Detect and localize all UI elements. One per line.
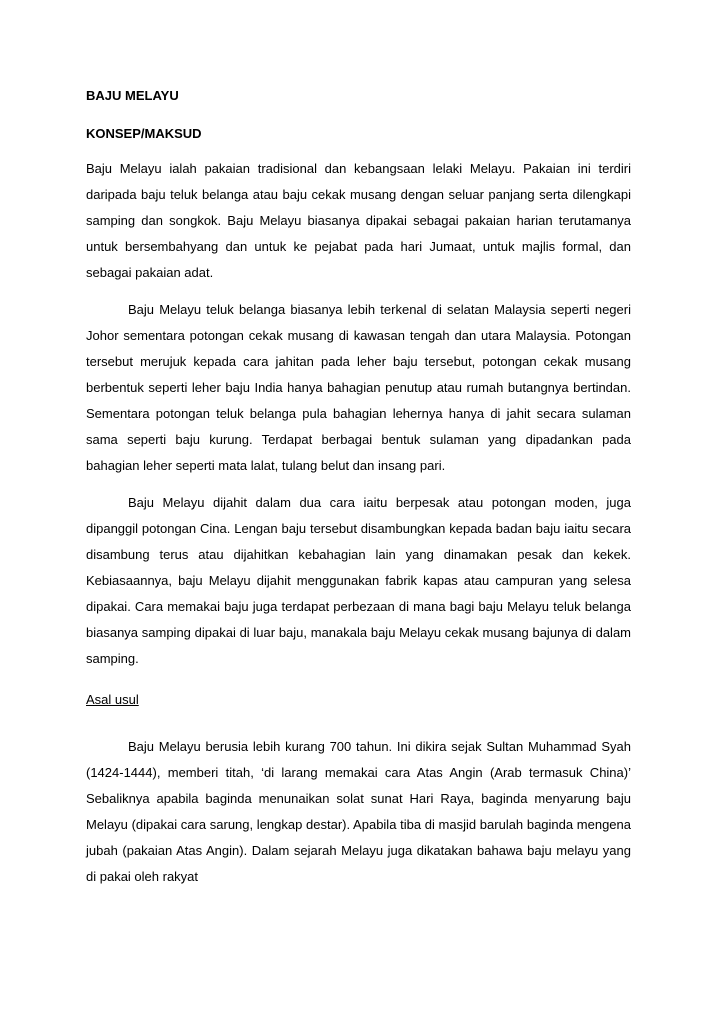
paragraph-concept-1: Baju Melayu ialah pakaian tradisional dan kebangsaan lelaki Melayu. Pakaian ini terdiri daripada baju teluk belanga atau baju cekak musang dengan seluar panjang serta dilengkapi samping dan songkok. Baju Melayu biasanya dipakai sebagai pakaian harian terutamanya untuk bersembahyang dan untuk ke pejabat pada hari Jumaat, untuk majlis formal, dan sebagai pakaian adat. [86,161,631,280]
section-heading-asal-usul: Asal usul [86,692,139,707]
paragraph-asal-usul: Baju Melayu berusia lebih kurang 700 tahun. Ini dikira sejak Sultan Muhammad Syah (1424-1444), memberi titah, ‘di larang memakai cara Atas Angin (Arab termasuk China)’ Sebaliknya apabila baginda menunaikan solat sunat Hari Raya, baginda menyarung baju Melayu (dipakai cara sarung, lengkap destar). Apabila tiba di masjid barulah baginda mengena jubah (pakaian Atas Angin). Dalam sejarah Melayu juga dikatakan bahawa baju melayu yang di pakai oleh rakyat [86,739,631,884]
document-body [86,86,631,890]
paragraph-concept-3: Baju Melayu dijahit dalam dua cara iaitu berpesak atau potongan moden, juga dipanggil potongan Cina. Lengan baju tersebut disambungkan kepada badan baju iaitu secara disambung terus atau dijahitkan kebahagian lain yang dinamakan pesak dan kekek. Kebiasaannya, baju Melayu dijahit menggunakan fabrik kapas atau campuran yang selesa dipakai. Cara memakai baju juga terdapat perbezaan di mana bagi baju Melayu teluk belanga biasanya samping dipakai di luar baju, manakala baju Melayu cekak musang bajunya di dalam samping. [86,495,631,666]
document-subtitle: KONSEP/MAKSUD [86,126,202,141]
paragraph-concept-2: Baju Melayu teluk belanga biasanya lebih terkenal di selatan Malaysia seperti negeri Johor sementara potongan cekak musang di kawasan tengah dan utara Malaysia. Potongan tersebut merujuk kepada cara jahitan pada leher baju tersebut, potongan cekak musang berbentuk seperti leher baju India hanya bahagian penutup atau rumah butangnya bertindan. Sementara potongan teluk belanga pula bahagian lehernya hanya di jahit secara sulaman sama seperti baju kurung. Terdapat berbagai bentuk sulaman yang dipadankan pada bahagian leher seperti mata lalat, tulang belut dan insang pari. [86,302,631,473]
document-title: BAJU MELAYU [86,88,179,103]
